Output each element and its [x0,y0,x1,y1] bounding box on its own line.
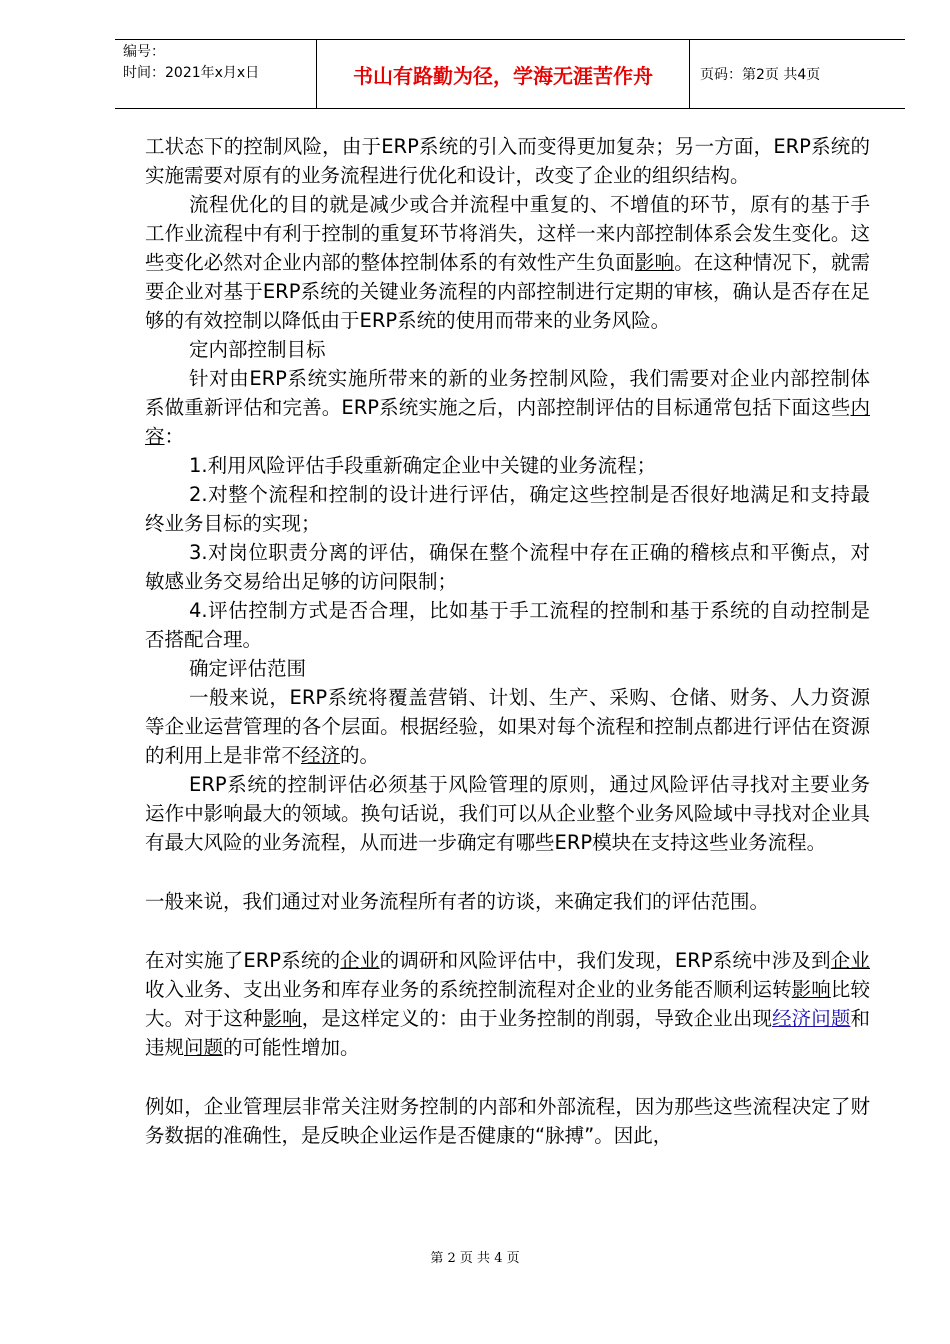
paragraph [145,190,870,335]
text-run: 一般来说，ERP系统将覆盖营销、计划、生产、采购、仓储、财务、人力资源等企业运营管理的各个层面。根据经验，如果对每个流程和控制点都进行评估在资源的利用上是非常不 [145,686,870,767]
economic-issue-link[interactable]: 经济问题 [772,1007,851,1030]
underlined-term: 内容 [145,396,870,448]
header-motto: 书山有路勤为径，学海无涯苦作舟 [316,40,690,108]
list-item: 3.对岗位职责分离的评估，确保在整个流程中存在正确的稽核点和平衡点，对敏感业务交易给出足够的访问限制； [145,541,870,593]
text-run: 的。 [340,744,380,767]
doc-number: 编号： [123,44,165,60]
text-run: 的调研和风险评估中，我们发现，ERP系统中涉及到 [379,949,831,972]
paragraph [145,683,870,770]
underlined-term: 影响 [634,251,675,274]
underlined-term: 企业 [340,949,380,972]
underlined-term: 影响 [262,1007,302,1030]
text-run: 在对实施了ERP系统的 [145,949,341,972]
page-footer: 第 2 页 共 4 页 [430,1251,520,1266]
text-run: 。在这种情况下，就需要企业对基于ERP系统的关键业务流程的内部控制进行定期的审核，确认是否存在足够的有效控制以降低由于ERP系统的使用而带来的业务风险。 [145,251,870,332]
header-page-info: 页码：第2页 共4页 [700,67,821,83]
section-heading: 定内部控制目标 [189,338,326,361]
page-header [115,39,905,109]
underlined-term: 问题 [184,1036,224,1059]
document-body [145,132,870,1150]
paragraph: 工状态下的控制风险，由于ERP系统的引入而变得更加复杂；另一方面，ERP系统的实施需要对原有的业务流程进行优化和设计，改变了企业的组织结构。 [145,135,870,187]
paragraph [145,364,870,451]
underlined-term: 影响 [791,978,831,1001]
list-item: 1.利用风险评估手段重新确定企业中关键的业务流程； [189,454,657,477]
underlined-term: 企业 [830,949,870,972]
paragraph: 例如，企业管理层非常关注财务控制的内部和外部流程，因为那些这些流程决定了财务数据的准确性，是反映企业运作是否健康的“脉搏”。因此， [145,1095,870,1147]
text-run: 和违规 [145,1007,870,1059]
section-heading: 确定评估范围 [189,657,307,680]
text-run: 的可能性增加。 [223,1036,360,1059]
text-run: ： [164,425,185,448]
paragraph: ERP系统的控制评估必须基于风险管理的原则，通过风险评估寻找对主要业务运作中影响最大的领域。换句话说，我们可以从企业整个业务风险域中寻找对企业具有最大风险的业务流程，从而进一步确定有哪些ERP模块在支持这些业务流程。 [145,773,870,854]
list-item: 2.对整个流程和控制的设计进行评估，确定这些控制是否很好地满足和支持最终业务目标的实现； [145,483,870,535]
text-run: 针对由ERP系统实施所带来的新的业务控制风险，我们需要对企业内部控制体系做重新评估和完善。ERP系统实施之后，内部控制评估的目标通常包括下面这些 [145,367,870,419]
text-run: 比较大。对于这种 [145,978,870,1030]
list-item: 4.评估控制方式是否合理，比如基于手工流程的控制和基于系统的自动控制是否搭配合理。 [145,599,870,651]
text-run: ，是这样定义的：由于业务控制的削弱，导致企业出现 [301,1007,773,1030]
paragraph: 一般来说，我们通过对业务流程所有者的访谈，来确定我们的评估范围。 [145,890,770,913]
doc-time: 时间：2021年x月x日 [123,65,260,81]
underlined-term: 经济 [301,744,341,767]
header-left-cell [115,40,316,108]
text-run: 收入业务、支出业务和库存业务的系统控制流程对企业的业务能否顺利运转 [145,978,792,1001]
text-run: 流程优化的目的就是减少或合并流程中重复的、不增值的环节，原有的基于手工作业流程中有利于控制的重复环节将消失，这样一来内部控制体系会发生变化。这些变化必然对企业内部的整体控制体系的有效性产生负面 [145,193,870,274]
paragraph [145,946,870,1062]
